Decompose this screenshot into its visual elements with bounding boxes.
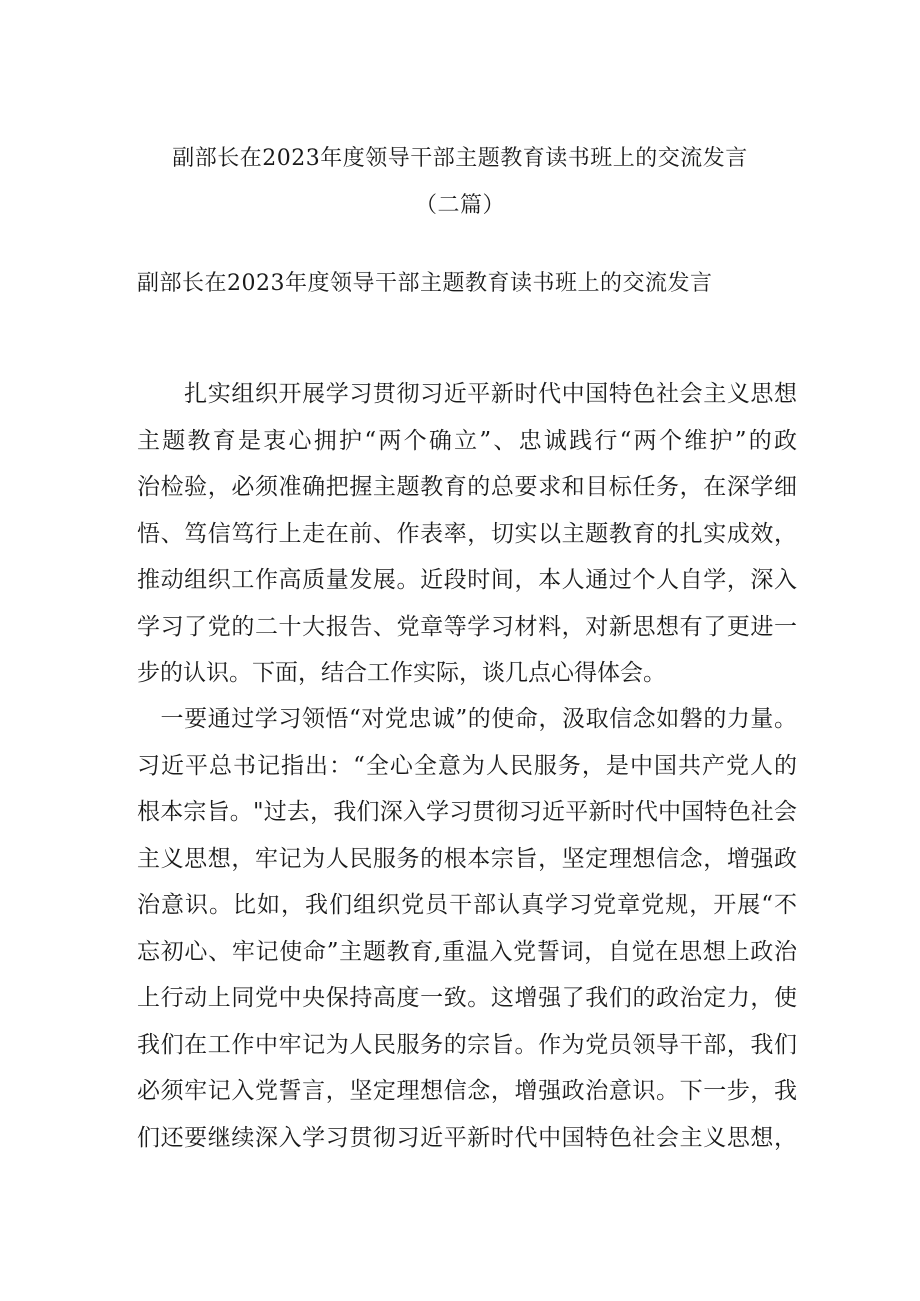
paragraph-line: 扎实组织开展学习贯彻习近平新时代中国特色社会主义思想 bbox=[137, 381, 797, 407]
paragraph-line: 悟、笃信笃行上走在前、作表率，切实以主题教育的扎实成效， bbox=[137, 520, 797, 547]
paragraph-line: 我们在工作中牢记为人民服务的宗旨。作为党员领导干部，我们 bbox=[137, 1031, 797, 1058]
paragraph-line: 必须牢记入党誓言，坚定理想信念，增强政治意识。下一步，我 bbox=[137, 1078, 797, 1104]
paragraph-point-one bbox=[137, 696, 797, 1161]
paragraph-line: 治意识。比如，我们组织党员干部认真学习党章党规，开展“不 bbox=[137, 892, 797, 918]
paragraph-line: 一要通过学习领悟“对党忠诚”的使命，汲取信念如磐的力量。 bbox=[137, 706, 797, 732]
paragraph-line: 根本宗旨。"过去，我们深入学习贯彻习近平新时代中国特色社会 bbox=[137, 799, 797, 825]
paragraph-line: 推动组织工作高质量发展。近段时间，本人通过个人自学，深入 bbox=[137, 567, 797, 593]
paragraph-line: 治检验，必须准确把握主题教育的总要求和目标任务，在深学细 bbox=[137, 474, 797, 500]
paragraph-line: 主义思想，牢记为人民服务的根本宗旨，坚定理想信念，增强政 bbox=[137, 845, 797, 872]
paragraph-line: 习近平总书记指出：“全心全意为人民服务，是中国共产党人的 bbox=[137, 752, 797, 779]
paragraph-line: 主题教育是衷心拥护“两个确立”、忠诚践行“两个维护”的政 bbox=[137, 427, 797, 454]
paragraph-intro bbox=[137, 371, 797, 697]
document-title-count: （二篇） bbox=[414, 193, 505, 218]
section-heading: 副部长在2023年度领导干部主题教育读书班上的交流发言 bbox=[137, 271, 713, 296]
paragraph-line: 们还要继续深入学习贯彻习近平新时代中国特色社会主义思想， bbox=[137, 1124, 797, 1151]
paragraph-line: 学习了党的二十大报告、党章等学习材料，对新思想有了更进一 bbox=[137, 613, 797, 640]
document-title: 副部长在2023年度领导干部主题教育读书班上的交流发言 bbox=[172, 146, 748, 171]
paragraph-line: 步的认识。下面，结合工作实际，谈几点心得体会。 bbox=[137, 660, 666, 686]
paragraph-line: 上行动上同党中央保持高度一致。这增强了我们的政治定力，使 bbox=[137, 985, 797, 1011]
paragraph-line: 忘初心、牢记使命”主题教育,重温入党誓词，自觉在思想上政治 bbox=[137, 938, 797, 965]
